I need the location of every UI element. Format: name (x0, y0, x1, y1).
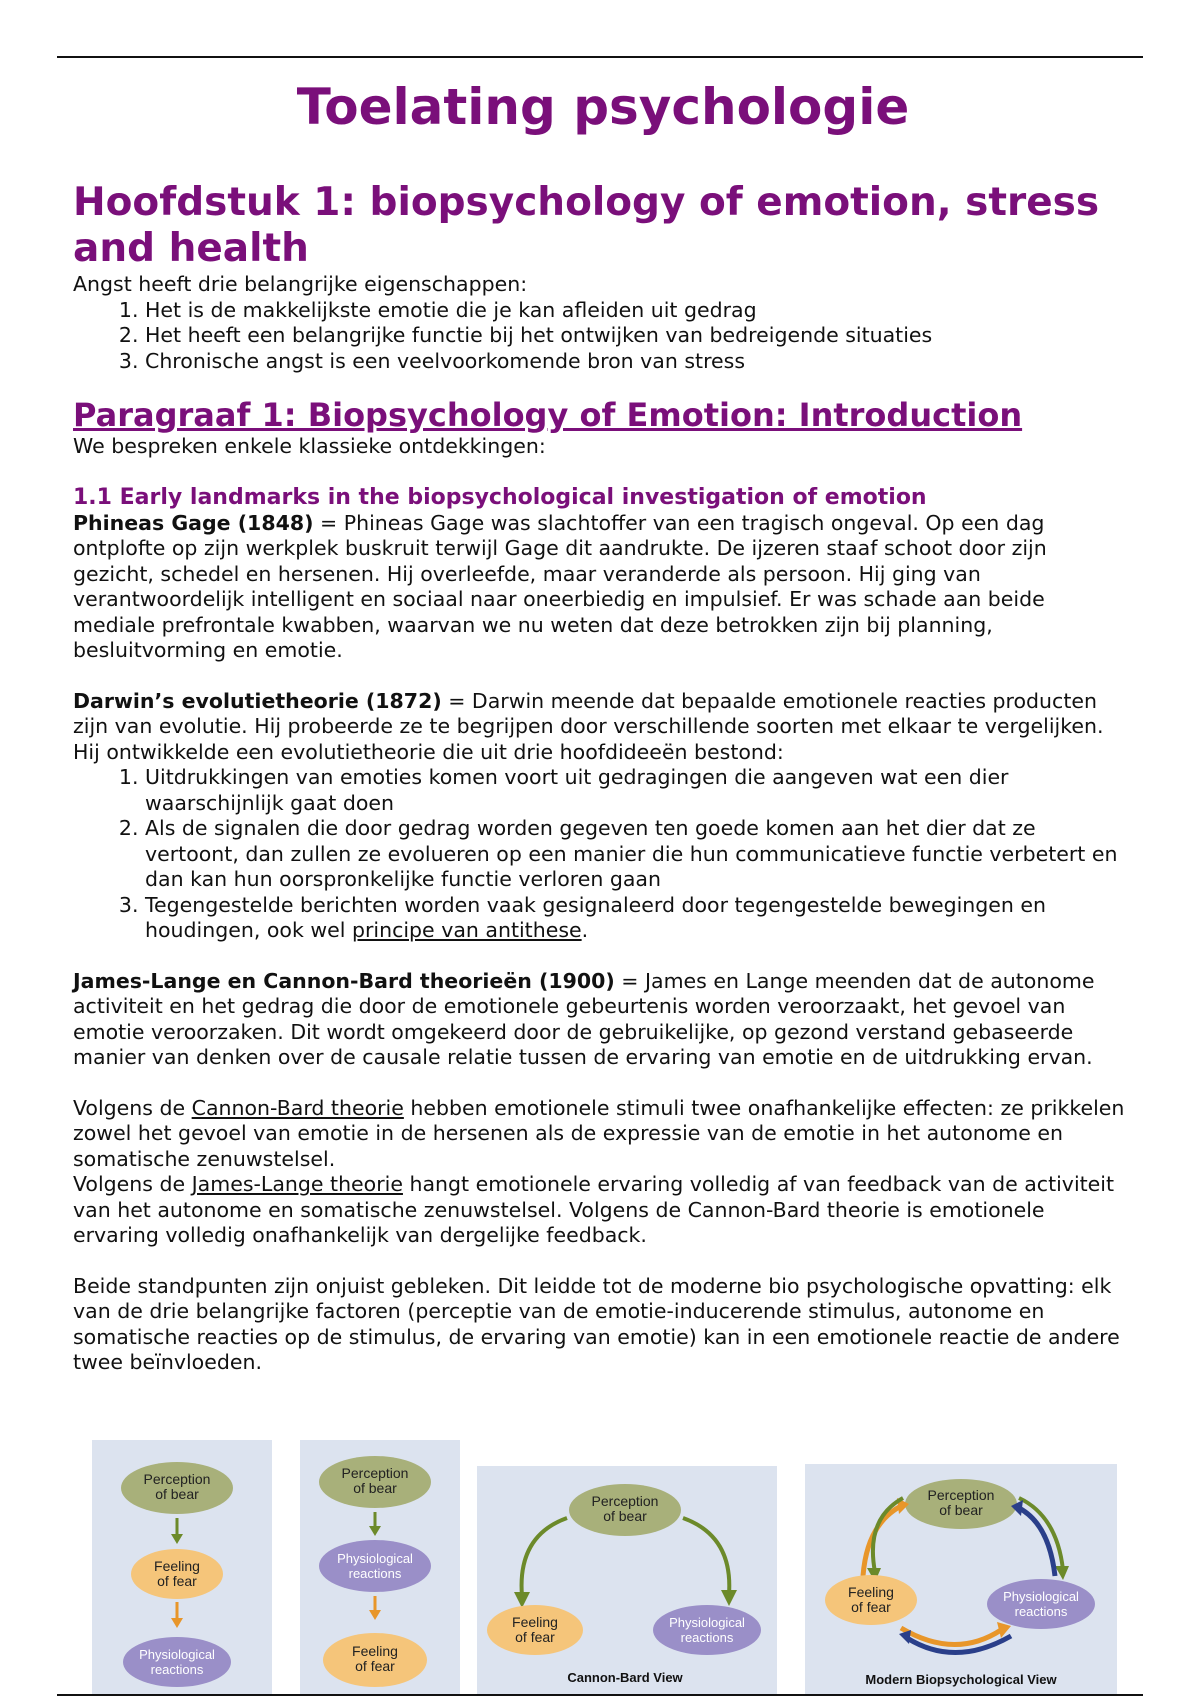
list-item: 2. Als de signalen die door gedrag worden gegeven ten goede komen aan het dier dat ze vertoont, dan zullen ze evolueren op een manier die hun communicatieve functie verbetert en dan kan hun oorspronkelijke functie verloren gaan (145, 816, 1133, 893)
physiological-node (319, 1540, 431, 1592)
down-arrow (369, 1596, 381, 1620)
feeling-node (487, 1605, 583, 1655)
james-lange-theory-term: James-Lange theorie (191, 1172, 403, 1196)
list-item: 1. Het is de makkelijkste emotie die je kan afleiden uit gedrag (145, 298, 1133, 324)
node-label: of fear (157, 1573, 197, 1589)
node-label: Perception (143, 1471, 211, 1487)
paragraph-intro: We bespreken enkele klassieke ontdekkingen: (73, 434, 546, 458)
feeling-node (825, 1575, 917, 1625)
gage-text: = Phineas Gage was slachtoffer van een tragisch ongeval. Op een dag ontplofte op zijn werkplek buskruit terwijl Gage dit aandrukte. De ijzeren staaf schoot door zijn gezicht, schedel en hersenen. Hij overleefde, maar veranderde als persoon. Hij ging van verantwoordelijk intelligent en sociaal naar oneerbiedig en impulsief. Er was schade aan beide mediale prefrontale kwabben, waarvan we nu weten dat deze betrokken zijn bij planning, besluitvorming en emotie. (73, 510, 1047, 662)
node-label: reactions (150, 1662, 204, 1677)
node-label: of bear (353, 1480, 397, 1496)
list-item: 3. Chronische angst is een veelvoorkomende bron van stress (145, 349, 1133, 375)
node-label: Physiological (139, 1647, 215, 1662)
node-label: Feeling (154, 1558, 200, 1574)
node-label: Perception (591, 1493, 659, 1509)
figure-commonsense-view (92, 1440, 272, 1694)
anxiety-properties-list (73, 298, 1133, 375)
node-label: reactions (1014, 1604, 1068, 1619)
gage-term: Phineas Gage (1848) (73, 510, 314, 535)
cannon-bard-term: Cannon-Bard theorie (191, 1095, 404, 1120)
node-label: reactions (348, 1566, 402, 1581)
feeling-node (131, 1549, 223, 1599)
list-item: 2. Het heeft een belangrijke functie bij het ontwijken van bedreigende situaties (145, 323, 1133, 349)
node-label: Physiological (337, 1551, 413, 1566)
darwin-paragraph (73, 689, 1133, 766)
perception-node (569, 1484, 681, 1536)
perception-node (905, 1479, 1017, 1529)
node-label: of fear (515, 1629, 555, 1645)
figure-modern-view (805, 1464, 1117, 1694)
text: hebben emotionele stimuli twee onafhankelijke effecten: ze prikkelen zowel het gevoel van emotie in de hersenen als de expressie van de emotie in het autonome en somatische zenuwstelsel. (73, 1095, 1125, 1171)
bottom-rule (57, 1694, 1143, 1696)
darwin-text: = Darwin meende dat bepaalde emotionele reacties producten zijn van evolutie. Hij probeerde ze te begrijpen door verschillende soorten met elkaar te vergelijken. Hij ontwikkelde een evolutietheorie die uit drie hoofdideeën bestond: (73, 688, 1104, 764)
node-label: Physiological (669, 1615, 745, 1630)
figure-caption: Cannon-Bard View (567, 1670, 683, 1685)
node-label: Perception (927, 1487, 995, 1503)
item-text: Tegengestelde berichten worden vaak gesignaleerd door tegengestelde bewegingen en houdingen, ook wel (145, 892, 1047, 942)
darwin-list (73, 765, 1133, 944)
node-label: Physiological (1003, 1589, 1079, 1604)
physiological-node (987, 1579, 1095, 1629)
document-title: Toelating psychologie (296, 78, 910, 136)
figure-cannon-bard-view (477, 1466, 777, 1694)
down-arrow (171, 1518, 183, 1544)
chapter-heading: Hoofdstuk 1: biopsychology of emotion, stress and health (73, 180, 1100, 271)
gage-paragraph (73, 511, 1133, 664)
cannon-bard-paragraph (73, 1096, 1133, 1173)
curved-arrow (514, 1518, 567, 1608)
chapter-intro: Angst heeft drie belangrijke eigenschappen: (73, 272, 528, 296)
physiological-node (123, 1637, 231, 1687)
text: hangt emotionele ervaring volledig af van feedback van de activiteit van het autonome en somatische zenuwstelsel. Volgens de Cannon-Bard theorie is emotionele ervaring volledig onafhankelijk van dergelijke feedback. (73, 1172, 1115, 1247)
node-label: Perception (341, 1465, 409, 1481)
james-lange-theory-paragraph (73, 1172, 1133, 1249)
text: Volgens de (73, 1095, 192, 1120)
darwin-term: Darwin’s evolutietheorie (1872) (73, 688, 442, 713)
perception-node (121, 1462, 233, 1514)
physiological-node (653, 1605, 761, 1655)
theory-figures (90, 1440, 1130, 1694)
node-label: Feeling (352, 1643, 398, 1659)
james-lange-paragraph (73, 969, 1133, 1071)
node-label: of bear (939, 1502, 983, 1518)
node-label: of fear (355, 1658, 395, 1674)
figure-james-lange-view (300, 1440, 460, 1694)
perception-node (319, 1456, 431, 1508)
text: Volgens de (73, 1172, 192, 1196)
list-item (145, 893, 1133, 944)
down-arrow (369, 1512, 381, 1536)
node-label: of fear (851, 1599, 891, 1615)
node-label: Feeling (848, 1584, 894, 1600)
down-arrow (171, 1602, 183, 1628)
james-lange-term: James-Lange en Cannon-Bard theorieën (1900) (73, 968, 615, 993)
feeling-node (323, 1633, 427, 1687)
curved-arrow (1011, 1500, 1055, 1576)
list-item: 1. Uitdrukkingen van emoties komen voort uit gedragingen die aangeven wat een dier waarschijnlijk gaat doen (145, 765, 1133, 816)
antithesis-term: principe van antithese (351, 918, 582, 942)
curved-arrow (683, 1518, 737, 1606)
node-label: reactions (680, 1630, 734, 1645)
node-label: of bear (155, 1486, 199, 1502)
document-content (73, 70, 1133, 1376)
node-label: of bear (603, 1508, 647, 1524)
figure-caption: Modern Biopsychological View (865, 1672, 1057, 1687)
paragraph-heading: Paragraaf 1: Biopsychology of Emotion: Introduction (73, 396, 1023, 434)
item-text: . (581, 918, 589, 942)
top-rule (57, 56, 1143, 58)
conclusion-paragraph: Beide standpunten zijn onjuist gebleken. Dit leidde tot de moderne bio psychologische opvatting: elk van de drie belangrijke factoren (perceptie van de emotie-inducerende stimulus, autonome en somatische reacties op de stimulus, de ervaring van emotie) kan in een emotionele reactie de andere twee beïnvloeden. (73, 1273, 1120, 1374)
node-label: Feeling (512, 1614, 558, 1630)
james-lange-text: = James en Lange meenden dat de autonome activiteit en het gedrag die door de emotionele gebeurtenis worden veroorzaakt, het gevoel van emotie veroorzaken. Dit wordt omgekeerd door de gebruikelijke, op gezond verstand gebaseerde manier van denken over de causale relatie tussen de ervaring van emotie en de uitdrukking ervan. (73, 968, 1095, 1069)
section-heading: 1.1 Early landmarks in the biopsychological investigation of emotion (73, 484, 927, 510)
